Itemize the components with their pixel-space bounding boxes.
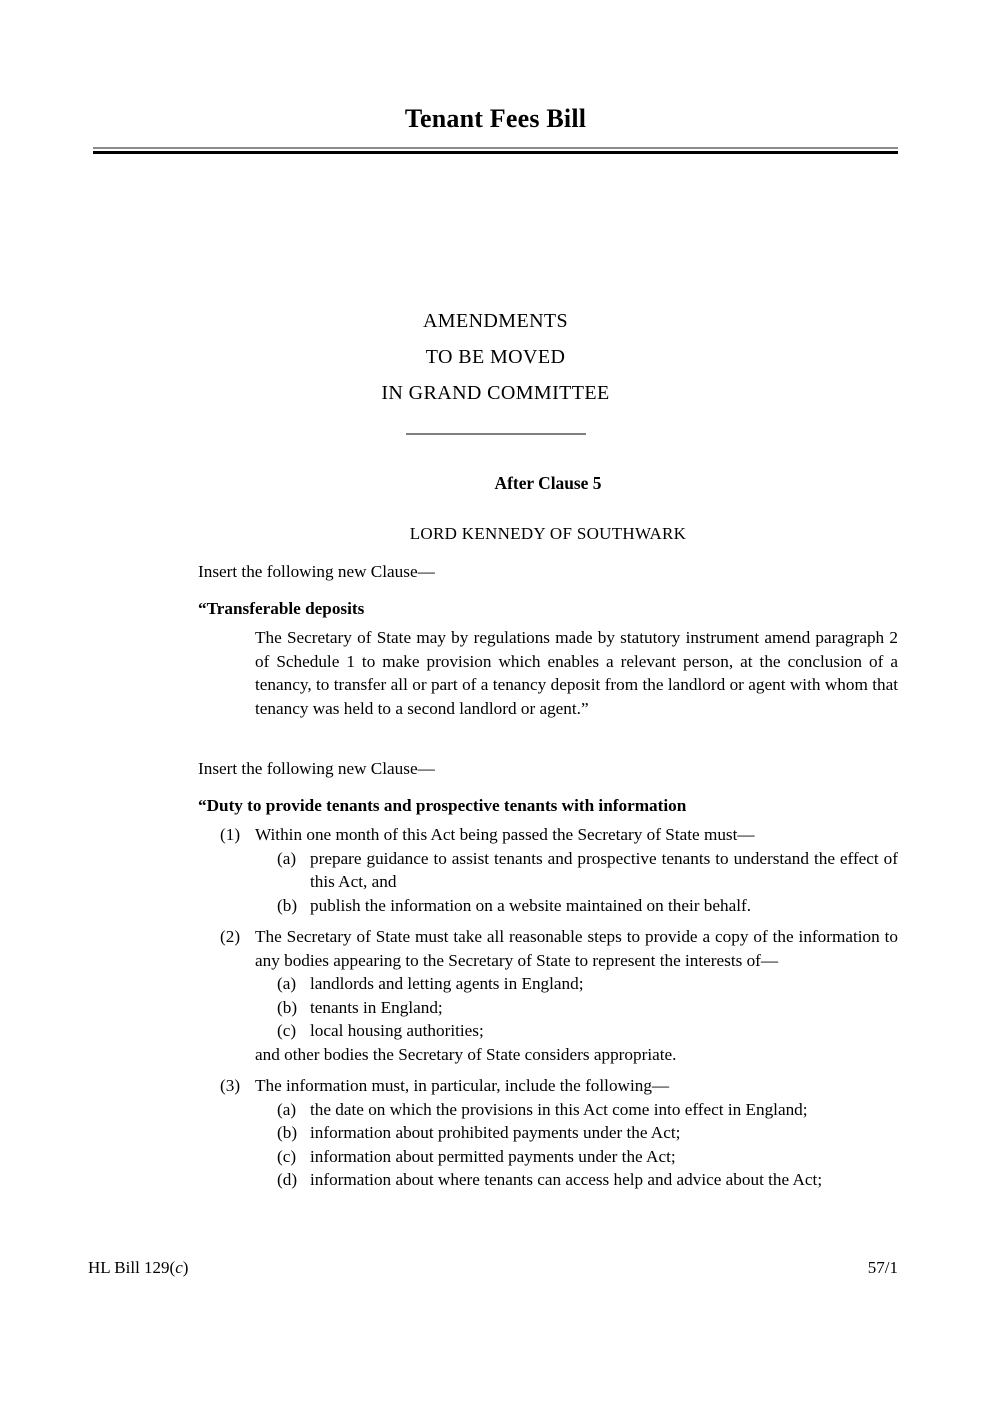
divider-thin-line [93, 147, 898, 149]
numbered-paragraph [198, 1074, 898, 1098]
item-marker: (b) [277, 997, 298, 1017]
paragraph-marker: (2) [220, 927, 241, 946]
clause-heading: After Clause 5 [494, 473, 602, 493]
paragraph-text: The information must, in particular, include the following— [255, 1076, 670, 1095]
bill-reference-close: ) [182, 1258, 189, 1277]
new-clause-body: The Secretary of State may by regulations made by statutory instrument amend paragraph 2 of Schedule 1 to make provision which enables a relevant person, at the conclusion of a tenancy, to transfer all or part of a tenancy deposit from the landlord or agent with whom that tenancy was held to a second landlord or agent.” [255, 628, 898, 718]
numbered-paragraph [198, 823, 898, 847]
mover-name: LORD KENNEDY OF SOUTHWARK [409, 523, 687, 543]
amendments-heading-block [93, 303, 898, 435]
paragraph-3 [198, 1074, 898, 1192]
bill-reference [88, 1258, 188, 1278]
heading-line-amendments: AMENDMENTS [422, 310, 569, 332]
paragraph-2 [198, 925, 898, 1066]
item-text: information about where tenants can access help and advice about the Act; [310, 1170, 823, 1189]
bill-reference-letter: c [175, 1258, 183, 1277]
paragraph-marker: (3) [220, 1076, 241, 1095]
paragraph-marker: (1) [220, 825, 241, 844]
new-clause-title: “Transferable deposits [198, 598, 365, 618]
item-text: landlords and letting agents in England; [310, 974, 584, 993]
paragraph-1 [198, 823, 898, 917]
bill-reference-prefix: HL Bill 129( [88, 1258, 176, 1277]
masthead-divider [93, 147, 898, 153]
document-body [198, 472, 898, 1192]
item-text: information about permitted payments under the Act; [310, 1146, 676, 1166]
lettered-item [198, 847, 898, 894]
lettered-item [198, 1098, 898, 1122]
paragraph-text: The Secretary of State must take all reasonable steps to provide a copy of the information to any bodies appearing to the Secretary of State to represent the interests of— [255, 927, 898, 970]
insert-instruction: Insert the following new Clause— [198, 562, 435, 581]
paragraph-trailing-text: and other bodies the Secretary of State considers appropriate. [255, 1044, 677, 1064]
heading-line-to-be-moved: TO BE MOVED [425, 346, 566, 368]
lettered-item [198, 1019, 898, 1043]
item-marker: (a) [277, 974, 297, 993]
page-number: 57/1 [867, 1258, 898, 1277]
item-marker: (a) [277, 848, 297, 868]
item-text: publish the information on a website maintained on their behalf. [310, 895, 752, 915]
lettered-item [198, 996, 898, 1020]
lettered-item [198, 894, 898, 918]
item-marker: (a) [277, 1099, 297, 1119]
amendment-spacer [198, 720, 898, 757]
lettered-item [198, 1168, 898, 1192]
paragraph-text: Within one month of this Act being passed the Secretary of State must— [255, 825, 755, 844]
new-clause-title: “Duty to provide tenants and prospective tenants with information [198, 795, 687, 815]
lettered-item [198, 972, 898, 996]
amendment-1 [198, 560, 898, 720]
insert-instruction: Insert the following new Clause— [198, 759, 435, 778]
item-marker: (d) [277, 1170, 298, 1189]
item-marker: (b) [277, 1123, 298, 1142]
item-marker: (b) [277, 895, 298, 915]
page-footer [88, 1258, 898, 1278]
item-text: prepare guidance to assist tenants and prospective tenants to understand the effect of this Act, and [310, 848, 898, 891]
item-text: tenants in England; [310, 997, 443, 1017]
paragraph-spacer [198, 1066, 898, 1074]
amendment-2 [198, 757, 898, 1192]
item-text: information about prohibited payments under the Act; [310, 1123, 681, 1142]
item-marker: (c) [277, 1146, 297, 1166]
heading-line-in-grand-committee: IN GRAND COMMITTEE [381, 382, 610, 404]
lettered-item [198, 1121, 898, 1145]
masthead [93, 104, 898, 153]
divider-thick-line [93, 151, 898, 154]
item-text: the date on which the provisions in this Act come into effect in England; [310, 1099, 808, 1119]
page-title: Tenant Fees Bill [404, 104, 587, 133]
item-marker: (c) [277, 1021, 297, 1040]
lettered-item [198, 1145, 898, 1169]
section-divider [406, 433, 586, 435]
paragraph-spacer [198, 917, 898, 925]
item-text: local housing authorities; [310, 1021, 484, 1040]
numbered-paragraph [198, 925, 898, 972]
